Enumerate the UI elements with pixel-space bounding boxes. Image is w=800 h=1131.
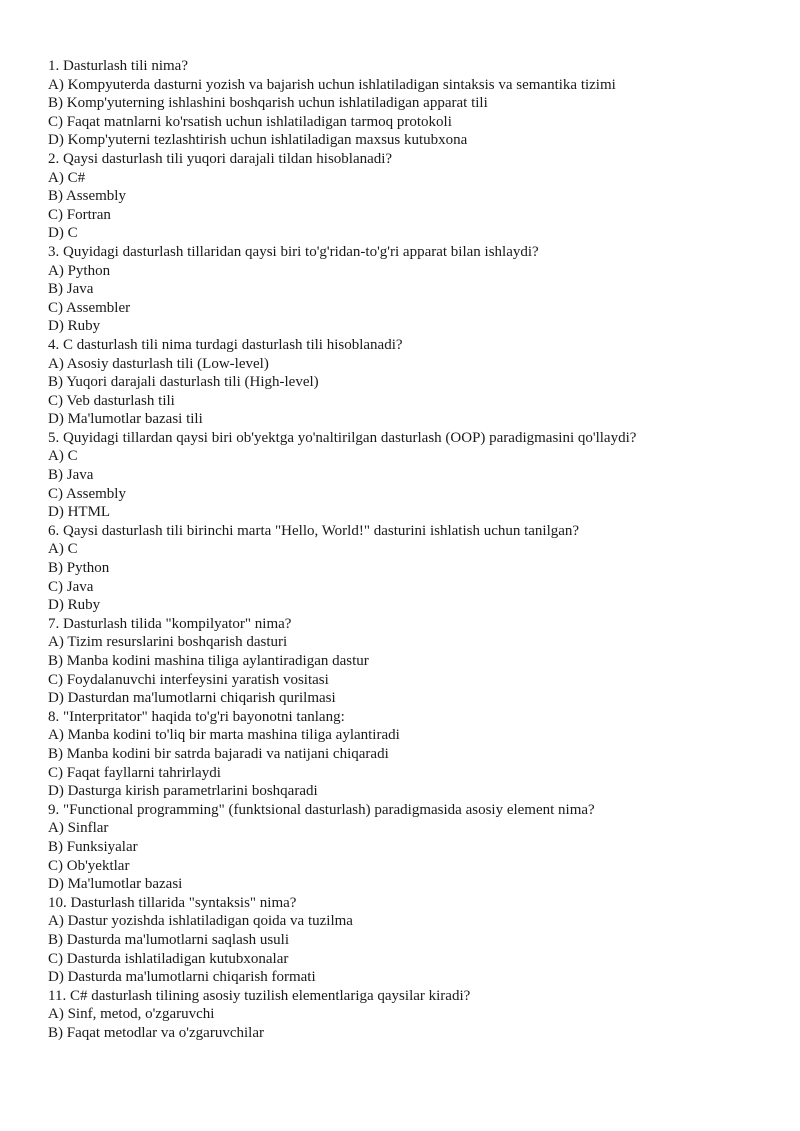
question-text	[48, 57, 768, 76]
question-text	[48, 987, 768, 1006]
option-text: Ma'lumotlar bazasi	[67, 876, 183, 893]
option-letter: D )	[48, 690, 68, 706]
question-label: "Functional programming" (funktsional dasturlash) paradigmasida asosiy element nima?	[63, 801, 595, 818]
option-letter: B )	[48, 374, 66, 390]
answer-option	[48, 968, 768, 987]
answer-option	[48, 373, 768, 392]
option-text: Java	[66, 281, 94, 298]
question-block	[48, 801, 768, 894]
answer-option	[48, 299, 768, 318]
option-letter: B )	[48, 839, 67, 855]
option-text: Asosiy dasturlash tili (Low-level)	[66, 355, 269, 372]
option-text: Python	[67, 262, 111, 279]
answer-option	[48, 485, 768, 504]
answer-option	[48, 410, 768, 429]
answer-option	[48, 466, 768, 485]
answer-option	[48, 633, 768, 652]
answer-option	[48, 912, 768, 931]
option-text: Faqat matnlarni ko'rsatish uchun ishlatiladigan tarmoq protokoli	[66, 113, 452, 130]
option-letter: D )	[48, 783, 68, 799]
option-letter: A )	[48, 541, 68, 557]
answer-option	[48, 206, 768, 225]
question-number: 4 .	[48, 337, 63, 353]
option-text: Assembly	[65, 485, 126, 502]
option-text: Komp'yuterning ishlashini boshqarish uchun ishlatiladigan apparat tili	[66, 95, 488, 112]
question-block	[48, 336, 768, 429]
option-text: Kompyuterda dasturni yozish va bajarish uchun ishlatiladigan sintaksis va semantika tizimi	[67, 76, 616, 93]
option-text: Manba kodini bir satrda bajaradi va natijani chiqaradi	[66, 745, 389, 762]
answer-option	[48, 224, 768, 243]
option-letter: B )	[48, 653, 67, 669]
option-letter: C )	[48, 672, 67, 688]
question-text	[48, 243, 768, 262]
option-text: Manba kodini to'liq bir marta mashina tiliga aylantiradi	[67, 727, 400, 744]
option-text: Assembler	[65, 299, 131, 316]
option-text: Foydalanuvchi interfeysini yaratish vositasi	[66, 671, 329, 688]
option-letter: D )	[48, 318, 68, 334]
option-text: C	[67, 541, 78, 558]
answer-option	[48, 596, 768, 615]
question-number: 7 .	[48, 616, 63, 632]
answer-option	[48, 280, 768, 299]
option-letter: A )	[48, 820, 68, 836]
option-text: C	[67, 448, 78, 465]
option-text: HTML	[67, 504, 111, 521]
option-text: Funksiyalar	[66, 838, 138, 855]
question-block	[48, 429, 768, 522]
question-text	[48, 801, 768, 820]
option-letter: A )	[48, 448, 68, 464]
question-number: 1 .	[48, 58, 63, 74]
option-letter: D )	[48, 225, 68, 241]
question-number: 9 .	[48, 802, 63, 818]
option-text: Sinflar	[67, 820, 109, 837]
question-number: 10 .	[48, 895, 71, 911]
question-label: C dasturlash tili nima turdagi dasturlash tili hisoblanadi?	[63, 336, 403, 353]
answer-option	[48, 187, 768, 206]
option-letter: D )	[48, 969, 68, 985]
question-text	[48, 336, 768, 355]
question-label: "Interpritator" haqida to'g'ri bayonotni tanlang:	[63, 708, 345, 725]
option-text: Ma'lumotlar bazasi tili	[67, 411, 203, 428]
option-text: Dasturga kirish parametrlarini boshqaradi	[67, 783, 318, 800]
question-text	[48, 429, 768, 448]
answer-option	[48, 559, 768, 578]
answer-option	[48, 447, 768, 466]
option-letter: A )	[48, 77, 68, 93]
option-letter: C )	[48, 393, 67, 409]
question-block	[48, 57, 768, 150]
question-label: Dasturlash tilida "kompilyator" nima?	[63, 615, 292, 632]
option-letter: B )	[48, 188, 66, 204]
option-text: Dasturda ma'lumotlarni saqlash usuli	[66, 931, 290, 948]
option-text: Dasturda ishlatiladigan kutubxonalar	[66, 950, 289, 967]
option-letter: A )	[48, 356, 67, 372]
answer-option	[48, 838, 768, 857]
option-letter: A )	[48, 170, 68, 186]
answer-option	[48, 540, 768, 559]
answer-option	[48, 392, 768, 411]
option-letter: A )	[48, 727, 68, 743]
question-list	[48, 57, 768, 1042]
option-letter: C )	[48, 486, 66, 502]
answer-option	[48, 819, 768, 838]
question-text	[48, 522, 768, 541]
option-letter: C )	[48, 300, 66, 316]
answer-option	[48, 782, 768, 801]
question-label: Quyidagi tillardan qaysi biri ob'yektga yo'naltirilgan dasturlash (OOP) paradigmasini qo'llaydi?	[63, 429, 637, 446]
option-text: Dasturdan ma'lumotlarni chiqarish qurilmasi	[67, 690, 336, 707]
answer-option	[48, 131, 768, 150]
option-text: Yuqori darajali dasturlash tili (High-level)	[66, 374, 319, 391]
question-block	[48, 150, 768, 243]
option-letter: C )	[48, 207, 67, 223]
question-number: 2 .	[48, 151, 63, 167]
option-text: C#	[67, 169, 86, 186]
question-block	[48, 243, 768, 336]
option-text: Veb dasturlash tili	[66, 392, 175, 409]
question-number: 5 .	[48, 430, 63, 446]
question-block	[48, 894, 768, 987]
option-text: Assembly	[65, 188, 126, 205]
answer-option	[48, 94, 768, 113]
answer-option	[48, 76, 768, 95]
option-letter: B )	[48, 1025, 67, 1041]
question-text	[48, 708, 768, 727]
question-text	[48, 894, 768, 913]
option-text: Faqat fayllarni tahrirlaydi	[66, 764, 221, 781]
question-number: 11 .	[48, 988, 70, 1004]
option-letter: D )	[48, 504, 68, 520]
option-text: Java	[66, 578, 94, 595]
option-letter: B )	[48, 932, 67, 948]
answer-option	[48, 726, 768, 745]
question-text	[48, 150, 768, 169]
answer-option	[48, 875, 768, 894]
option-text: Dasturda ma'lumotlarni chiqarish formati	[67, 969, 316, 986]
option-letter: A )	[48, 1006, 68, 1022]
option-text: Dastur yozishda ishlatiladigan qoida va tuzilma	[67, 913, 353, 930]
answer-option	[48, 578, 768, 597]
question-number: 3 .	[48, 244, 63, 260]
option-letter: A )	[48, 263, 68, 279]
option-text: Faqat metodlar va o'zgaruvchilar	[66, 1024, 264, 1041]
option-letter: B )	[48, 746, 67, 762]
question-label: Dasturlash tillarida "syntaksis" nima?	[70, 894, 297, 911]
question-label: C# dasturlash tilining asosiy tuzilish elementlariga qaysilar kiradi?	[69, 987, 471, 1004]
question-label: Dasturlash tili nima?	[63, 58, 188, 74]
option-text: Sinf, metod, o'zgaruvchi	[67, 1006, 215, 1023]
question-block	[48, 615, 768, 708]
option-text: Tizim resurslarini boshqarish dasturi	[67, 634, 288, 651]
option-text: Komp'yuterni tezlashtirish uchun ishlatiladigan maxsus kutubxona	[67, 132, 468, 149]
answer-option	[48, 689, 768, 708]
question-label: Qaysi dasturlash tili yuqori darajali tildan hisoblanadi?	[63, 150, 393, 167]
option-letter: C )	[48, 579, 67, 595]
answer-option	[48, 317, 768, 336]
option-letter: C )	[48, 858, 67, 874]
option-letter: B )	[48, 281, 67, 297]
answer-option	[48, 745, 768, 764]
option-letter: D )	[48, 132, 68, 148]
question-number: 6 .	[48, 523, 63, 539]
answer-option	[48, 169, 768, 188]
option-letter: D )	[48, 597, 68, 613]
answer-option	[48, 950, 768, 969]
answer-option	[48, 1024, 768, 1043]
answer-option	[48, 113, 768, 132]
question-block	[48, 987, 768, 1043]
answer-option	[48, 503, 768, 522]
question-label: Qaysi dasturlash tili birinchi marta "Hello, World!" dasturini ishlatish uchun tanilgan?	[63, 522, 580, 539]
option-letter: B )	[48, 467, 67, 483]
answer-option	[48, 1005, 768, 1024]
answer-option	[48, 764, 768, 783]
answer-option	[48, 262, 768, 281]
answer-option	[48, 857, 768, 876]
option-text: Manba kodini mashina tiliga aylantiradigan dastur	[66, 653, 369, 669]
option-text: Java	[66, 467, 94, 484]
question-label: Quyidagi dasturlash tillaridan qaysi biri to'g'ridan-to'g'ri apparat bilan ishlaydi?	[63, 243, 539, 260]
option-letter: C )	[48, 951, 67, 967]
answer-option	[48, 931, 768, 950]
option-text: Ruby	[67, 597, 101, 614]
option-letter: C )	[48, 765, 67, 781]
option-text: Ruby	[67, 318, 101, 335]
answer-option	[48, 355, 768, 374]
option-text: Fortran	[66, 206, 111, 223]
answer-option	[48, 671, 768, 690]
option-text: Ob'yektlar	[66, 857, 130, 874]
question-block	[48, 708, 768, 801]
option-letter: B )	[48, 560, 67, 576]
option-letter: D )	[48, 876, 68, 892]
option-letter: A )	[48, 634, 67, 650]
option-letter: D )	[48, 411, 68, 427]
option-letter: A )	[48, 913, 68, 929]
question-block	[48, 522, 768, 615]
answer-option	[48, 652, 768, 671]
option-letter: B )	[48, 95, 67, 111]
question-number: 8 .	[48, 709, 63, 725]
option-letter: C )	[48, 114, 67, 130]
option-text: C	[67, 225, 78, 242]
question-text	[48, 615, 768, 634]
option-text: Python	[66, 560, 110, 577]
